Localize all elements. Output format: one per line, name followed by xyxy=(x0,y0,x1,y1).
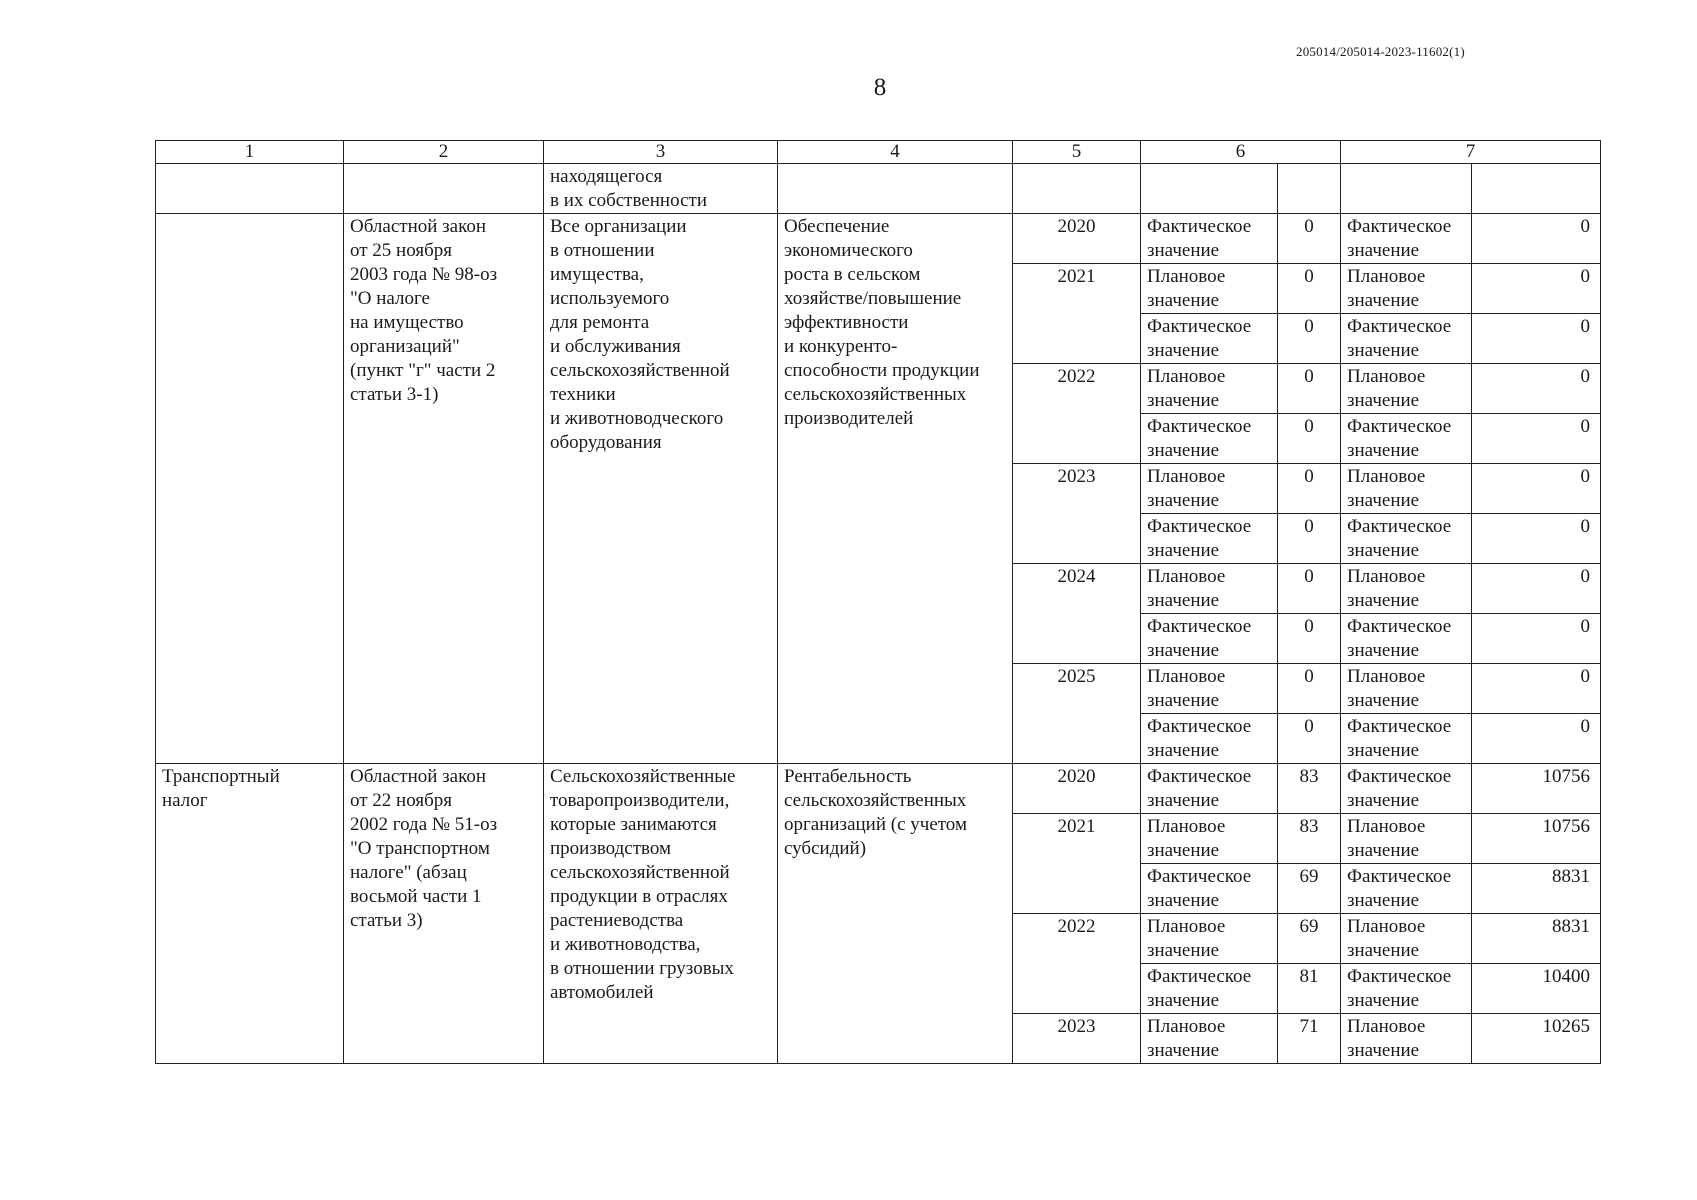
indicator-type-cell: Фактическое значение xyxy=(1141,514,1278,564)
benefit-value-cell: 8831 xyxy=(1472,914,1601,964)
document-id: 205014/205014-2023-11602(1) xyxy=(1296,44,1465,59)
indicator-value-cell: 0 xyxy=(1278,214,1341,264)
indicator-type-cell: Плановое значение xyxy=(1141,364,1278,414)
benefit-type-cell: Фактическое значение xyxy=(1341,414,1472,464)
indicator-value-cell: 0 xyxy=(1278,614,1341,664)
column-number: 5 xyxy=(1013,141,1141,164)
legal-basis-cell: Областной закон от 22 ноября 2002 года № 51-оз "О транспортном налоге" (абзац восьмой части 1 статьи 3) xyxy=(344,764,544,1064)
benefit-value-cell: 0 xyxy=(1472,214,1601,264)
year-cell: 2020 xyxy=(1013,764,1141,814)
benefit-type-cell: Плановое значение xyxy=(1341,564,1472,614)
table-row xyxy=(156,764,1601,814)
column-number: 7 xyxy=(1341,141,1601,164)
benefit-value-cell: 0 xyxy=(1472,564,1601,614)
tax-benefits-table xyxy=(155,140,1601,1064)
cell-empty xyxy=(1341,164,1472,214)
benefit-value-cell: 0 xyxy=(1472,314,1601,364)
benefit-value-cell: 0 xyxy=(1472,264,1601,314)
cell-empty xyxy=(344,164,544,214)
legal-basis-cell: Областной закон от 25 ноября 2003 года № 98-оз "О налоге на имущество организаций" (пункт "г" части 2 статьи 3-1) xyxy=(344,214,544,764)
column-number: 2 xyxy=(344,141,544,164)
beneficiaries-cell: Сельскохозяйственные товаропроизводители, которые занимаются производством сельскохозяйственной продукции в отраслях растениеводства и животноводства, в отношении грузовых автомобилей xyxy=(544,764,778,1064)
cell-empty xyxy=(156,214,344,764)
indicator-value-cell: 69 xyxy=(1278,914,1341,964)
indicator-value-cell: 0 xyxy=(1278,364,1341,414)
continuation-row xyxy=(156,164,1601,214)
benefit-value-cell: 0 xyxy=(1472,364,1601,414)
indicator-value-cell: 71 xyxy=(1278,1014,1341,1064)
benefit-type-cell: Фактическое значение xyxy=(1341,864,1472,914)
benefit-value-cell: 10265 xyxy=(1472,1014,1601,1064)
benefit-value-cell: 0 xyxy=(1472,614,1601,664)
year-cell: 2024 xyxy=(1013,564,1141,664)
benefit-value-cell: 10756 xyxy=(1472,764,1601,814)
indicator-type-cell: Фактическое значение xyxy=(1141,214,1278,264)
benefit-type-cell: Плановое значение xyxy=(1341,464,1472,514)
cell-empty xyxy=(778,164,1013,214)
indicator-type-cell: Плановое значение xyxy=(1141,914,1278,964)
benefit-value-cell: 8831 xyxy=(1472,864,1601,914)
indicator-type-cell: Фактическое значение xyxy=(1141,964,1278,1014)
benefit-value-cell: 0 xyxy=(1472,664,1601,714)
column-number-row xyxy=(156,141,1601,164)
column-number: 6 xyxy=(1141,141,1341,164)
cell-empty xyxy=(1472,164,1601,214)
benefit-type-cell: Плановое значение xyxy=(1341,914,1472,964)
indicator-value-cell: 83 xyxy=(1278,814,1341,864)
indicator-value-cell: 69 xyxy=(1278,864,1341,914)
benefit-value-cell: 10756 xyxy=(1472,814,1601,864)
indicator-type-cell: Плановое значение xyxy=(1141,664,1278,714)
cell-empty xyxy=(1013,164,1141,214)
benefit-value-cell: 0 xyxy=(1472,464,1601,514)
indicator-value-cell: 81 xyxy=(1278,964,1341,1014)
indicator-type-cell: Фактическое значение xyxy=(1141,614,1278,664)
indicator-value-cell: 0 xyxy=(1278,414,1341,464)
indicator-type-cell: Плановое значение xyxy=(1141,464,1278,514)
benefit-value-cell: 0 xyxy=(1472,514,1601,564)
year-cell: 2022 xyxy=(1013,364,1141,464)
indicator-type-cell: Плановое значение xyxy=(1141,564,1278,614)
indicator-value-cell: 0 xyxy=(1278,314,1341,364)
year-cell: 2020 xyxy=(1013,214,1141,264)
indicator-value-cell: 0 xyxy=(1278,564,1341,614)
indicator-value-cell: 0 xyxy=(1278,714,1341,764)
indicator-type-cell: Фактическое значение xyxy=(1141,764,1278,814)
benefit-type-cell: Фактическое значение xyxy=(1341,214,1472,264)
column-number: 1 xyxy=(156,141,344,164)
cell-empty xyxy=(1278,164,1341,214)
indicator-value-cell: 83 xyxy=(1278,764,1341,814)
benefit-type-cell: Плановое значение xyxy=(1341,264,1472,314)
indicator-type-cell: Фактическое значение xyxy=(1141,314,1278,364)
indicator-type-cell: Плановое значение xyxy=(1141,814,1278,864)
indicator-type-cell: Фактическое значение xyxy=(1141,864,1278,914)
column-number: 4 xyxy=(778,141,1013,164)
indicator-value-cell: 0 xyxy=(1278,664,1341,714)
goal-indicator-cell: Обеспечение экономического роста в сельском хозяйстве/повышение эффективности и конкуренто- способности продукции сельскохозяйственных производителей xyxy=(778,214,1013,764)
year-cell: 2023 xyxy=(1013,464,1141,564)
year-cell: 2023 xyxy=(1013,1014,1141,1064)
year-cell: 2021 xyxy=(1013,814,1141,914)
continuation-text: находящегося в их собственности xyxy=(544,164,778,214)
benefit-type-cell: Фактическое значение xyxy=(1341,614,1472,664)
year-cell: 2025 xyxy=(1013,664,1141,764)
beneficiaries-cell: Все организации в отношении имущества, используемого для ремонта и обслуживания сельскохозяйственной техники и животноводческого оборудования xyxy=(544,214,778,764)
indicator-value-cell: 0 xyxy=(1278,514,1341,564)
indicator-value-cell: 0 xyxy=(1278,264,1341,314)
benefit-value-cell: 0 xyxy=(1472,414,1601,464)
benefit-value-cell: 10400 xyxy=(1472,964,1601,1014)
indicator-type-cell: Фактическое значение xyxy=(1141,414,1278,464)
benefit-type-cell: Фактическое значение xyxy=(1341,314,1472,364)
cell-empty xyxy=(1141,164,1278,214)
indicator-type-cell: Плановое значение xyxy=(1141,264,1278,314)
benefit-type-cell: Фактическое значение xyxy=(1341,514,1472,564)
benefit-type-cell: Плановое значение xyxy=(1341,814,1472,864)
benefit-type-cell: Плановое значение xyxy=(1341,664,1472,714)
year-cell: 2021 xyxy=(1013,264,1141,364)
cell-empty xyxy=(156,164,344,214)
tax-name-cell: Транспортный налог xyxy=(156,764,344,1064)
indicator-type-cell: Плановое значение xyxy=(1141,1014,1278,1064)
benefit-value-cell: 0 xyxy=(1472,714,1601,764)
year-cell: 2022 xyxy=(1013,914,1141,1014)
indicator-type-cell: Фактическое значение xyxy=(1141,714,1278,764)
benefit-type-cell: Фактическое значение xyxy=(1341,764,1472,814)
benefit-type-cell: Фактическое значение xyxy=(1341,964,1472,1014)
benefit-type-cell: Плановое значение xyxy=(1341,1014,1472,1064)
column-number: 3 xyxy=(544,141,778,164)
table-row xyxy=(156,214,1601,264)
indicator-value-cell: 0 xyxy=(1278,464,1341,514)
goal-indicator-cell: Рентабельность сельскохозяйственных организаций (с учетом субсидий) xyxy=(778,764,1013,1064)
benefit-type-cell: Плановое значение xyxy=(1341,364,1472,414)
page-number: 8 xyxy=(873,74,887,101)
benefit-type-cell: Фактическое значение xyxy=(1341,714,1472,764)
